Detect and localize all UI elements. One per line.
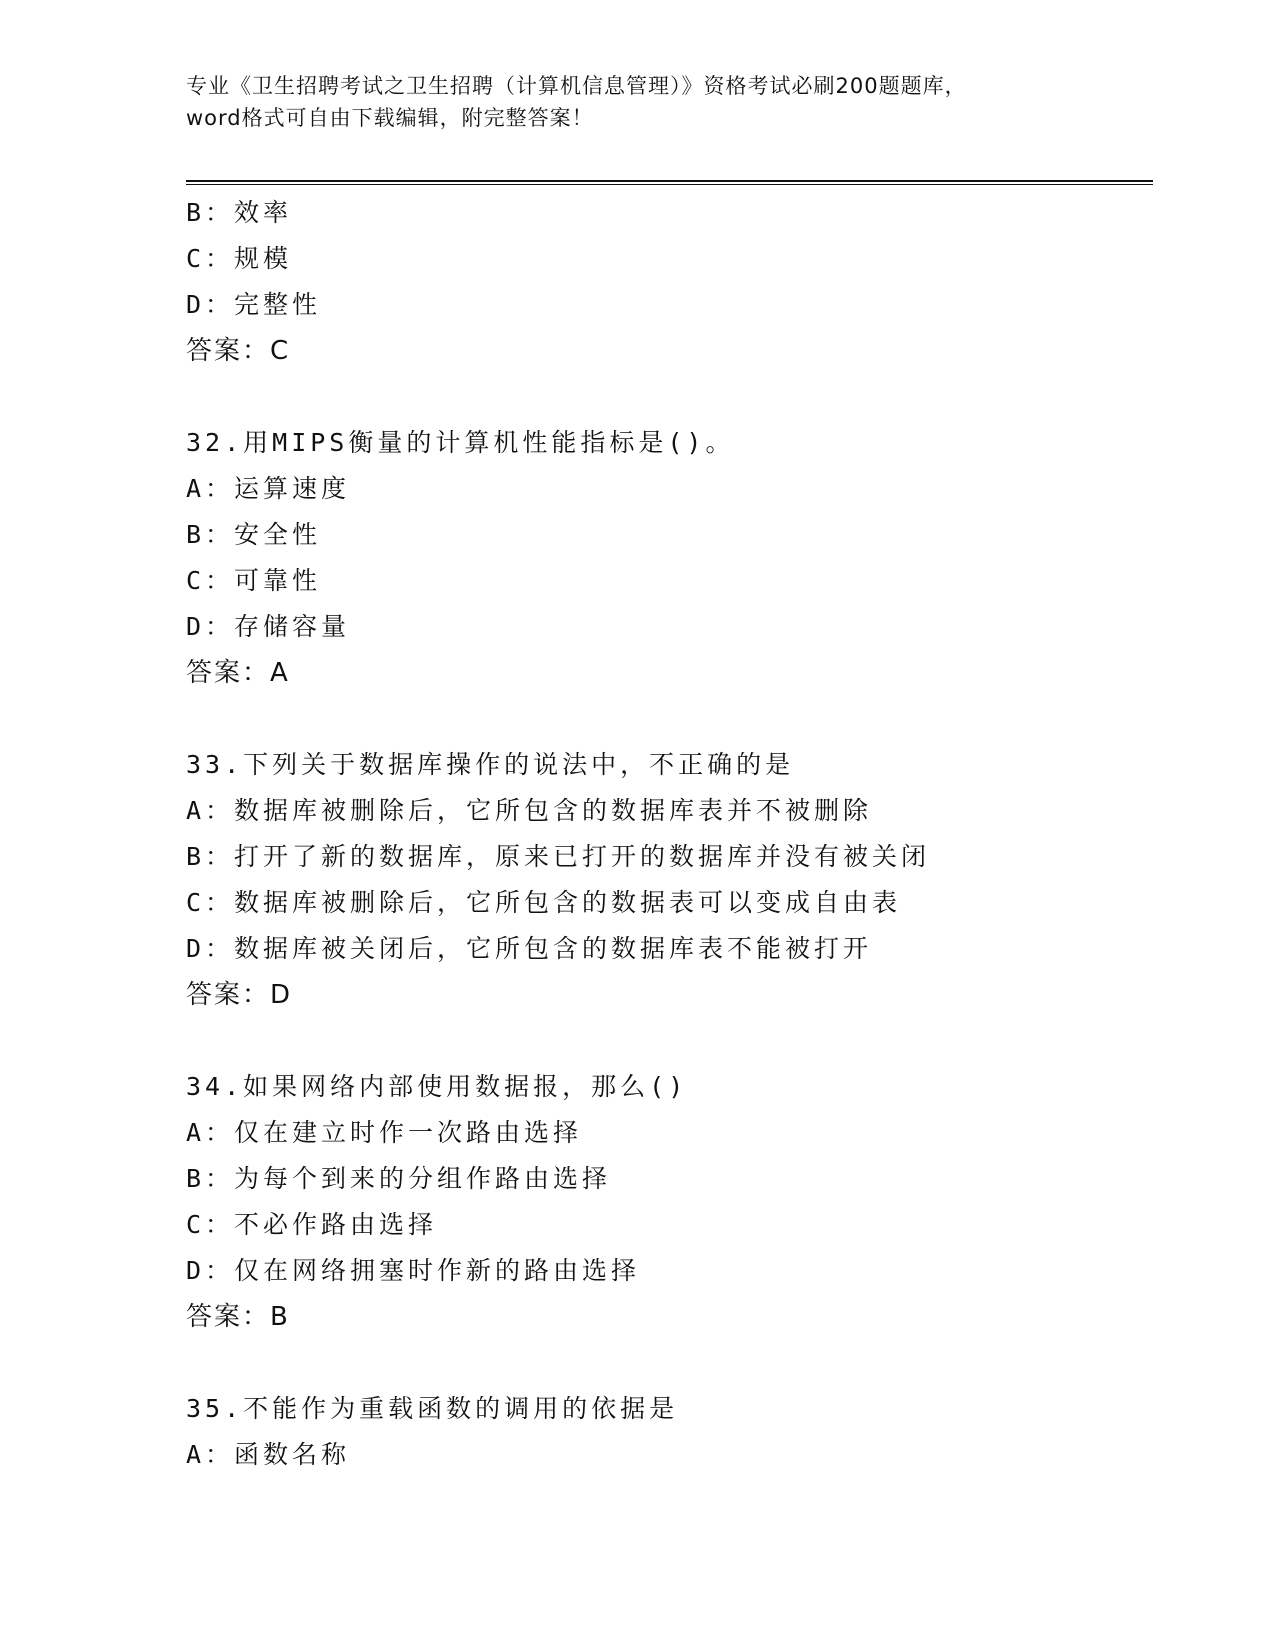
answer-line: 答案：B — [186, 1302, 290, 1332]
spacer — [186, 1340, 1186, 1386]
spacer — [186, 696, 1186, 742]
document-header — [186, 70, 1106, 134]
header-title-line-1: 专业《卫生招聘考试之卫生招聘（计算机信息管理）》资格考试必刷200题题库， — [186, 74, 967, 98]
question-33 — [186, 742, 1186, 1018]
question-stem: 33.下列关于数据库操作的说法中，不正确的是 — [186, 750, 795, 779]
answer-line: 答案：D — [186, 980, 293, 1010]
question-stem: 35.不能作为重载函数的调用的依据是 — [186, 1394, 679, 1423]
option-b: B：打开了新的数据库，原来已打开的数据库并没有被关闭 — [186, 842, 931, 871]
question-35 — [186, 1386, 1186, 1478]
option-c: C：不必作路由选择 — [186, 1210, 438, 1239]
spacer — [186, 1018, 1186, 1064]
option-c: C：可靠性 — [186, 566, 322, 595]
question-stem: 34.如果网络内部使用数据报，那么() — [186, 1072, 688, 1101]
spacer — [186, 374, 1186, 420]
option-d: D：数据库被关闭后，它所包含的数据库表不能被打开 — [186, 934, 873, 963]
option-a: A：运算速度 — [186, 474, 351, 503]
question-stem: 32.用MIPS衡量的计算机性能指标是()。 — [186, 428, 735, 457]
header-title-line-2: word格式可自由下载编辑，附完整答案！ — [186, 106, 594, 130]
option-a: A：函数名称 — [186, 1440, 351, 1469]
option-c: C：规模 — [186, 244, 293, 273]
question-31-fragment — [186, 190, 1186, 374]
option-a: A：仅在建立时作一次路由选择 — [186, 1118, 583, 1147]
option-b: B：安全性 — [186, 520, 322, 549]
option-d: D：完整性 — [186, 290, 322, 319]
question-34 — [186, 1064, 1186, 1340]
option-a: A：数据库被删除后，它所包含的数据库表并不被删除 — [186, 796, 873, 825]
option-b: B：效率 — [186, 198, 293, 227]
answer-line: 答案：C — [186, 336, 291, 366]
option-d: D：仅在网络拥塞时作新的路由选择 — [186, 1256, 641, 1285]
option-d: D：存储容量 — [186, 612, 351, 641]
option-b: B：为每个到来的分组作路由选择 — [186, 1164, 612, 1193]
option-c: C：数据库被删除后，它所包含的数据表可以变成自由表 — [186, 888, 902, 917]
answer-line: 答案：A — [186, 658, 290, 688]
question-32 — [186, 420, 1186, 696]
question-list — [186, 190, 1186, 1478]
header-divider — [186, 180, 1153, 185]
